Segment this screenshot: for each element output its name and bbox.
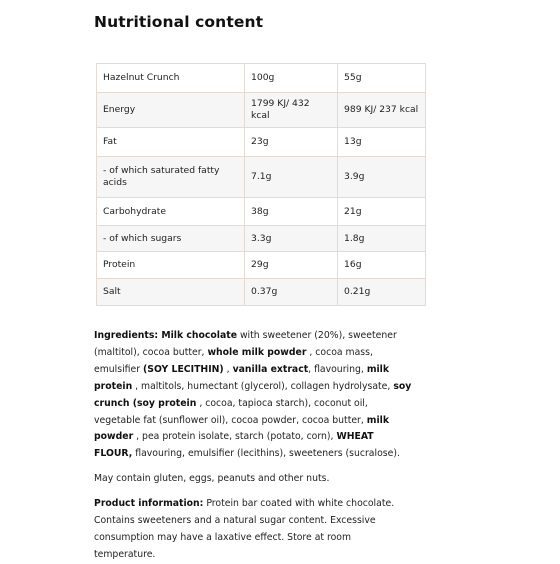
ingredient-highlight: Milk chocolate [158,330,237,341]
ingredient-highlight: whole milk powder [207,346,307,358]
product-information-paragraph [94,496,414,564]
nutrition-table [96,63,426,306]
page-title: Nutritional content [94,13,264,31]
ingredient-highlight: milk powder [94,414,390,443]
row-value-55g: 3.9g [338,157,426,198]
ingredient-text-segment: , [223,363,233,375]
ingredient-text-segment: , maltitols, humectant (glycerol), collagen hydrolysate, [132,380,394,392]
row-value-55g: 16g [338,252,426,279]
ingredient-text-segment: flavouring, emulsifier (lecithins), sweeteners (sucralose). [132,448,400,460]
ingredient-text-segment: , flavouring, [308,363,367,375]
row-value-100g: 1799 KJ/ 432 kcal [245,93,338,128]
row-label: - of which saturated fatty acids [97,157,245,198]
row-value-100g: 0.37g [245,279,338,306]
table-row-energy [97,93,426,128]
table-row-sugars [97,226,426,252]
table-header-row [97,64,426,93]
ingredient-text-segment: , cocoa mass, emulsifier [94,346,373,375]
row-label: Salt [97,279,245,306]
allergy-warning: May contain gluten, eggs, peanuts and other nuts. [94,473,330,485]
header-cell-product: Hazelnut Crunch [97,64,245,93]
row-value-100g: 29g [245,252,338,279]
ingredient-highlight: (SOY LECITHIN) [143,363,224,375]
ingredients-label: Ingredients: [94,330,159,341]
ingredient-text-segment: , cocoa, tapioca starch), coconut oil, vegetable fat (sunflower oil), cocoa powder, cocoa butter, [94,397,368,426]
product-information-text: Protein bar coated with white chocolate. Contains sweeteners and a natural sugar content. Excessive consumption may have a laxative effect. Store at room temperature. [94,498,395,560]
product-information-label: Product information: [94,498,204,510]
row-label: Protein [97,252,245,279]
ingredients-text [94,330,411,459]
ingredient-highlight: WHEAT FLOUR, [94,431,374,460]
header-cell-55g: 55g [338,64,426,93]
row-value-55g: 0.21g [338,279,426,306]
row-value-55g: 21g [338,198,426,226]
row-value-100g: 23g [245,128,338,157]
ingredient-highlight: soy crunch (soy protein [94,380,412,409]
ingredient-highlight: milk protein [94,363,390,392]
row-value-100g: 38g [245,198,338,226]
row-label: Energy [97,93,245,128]
ingredients-paragraph [94,328,414,463]
ingredients-section [94,328,414,564]
row-label: - of which sugars [97,226,245,252]
table-row-fat [97,128,426,157]
ingredient-highlight: vanilla extract [232,363,309,375]
ingredient-text-segment: , pea protein isolate, starch (potato, corn), [133,431,337,443]
row-value-55g: 13g [338,128,426,157]
table-row-protein [97,252,426,279]
table-row-saturated-fat [97,157,426,198]
row-label: Carbohydrate [97,198,245,226]
header-cell-100g: 100g [245,64,338,93]
row-label: Fat [97,128,245,157]
table-row-salt [97,279,426,306]
row-value-55g: 989 KJ/ 237 kcal [338,93,426,128]
row-value-55g: 1.8g [338,226,426,252]
row-value-100g: 7.1g [245,157,338,198]
table-row-carbohydrate [97,198,426,226]
row-value-100g: 3.3g [245,226,338,252]
ingredient-text-segment: with sweetener (20%), sweetener (maltitol), cocoa butter, [94,330,397,358]
